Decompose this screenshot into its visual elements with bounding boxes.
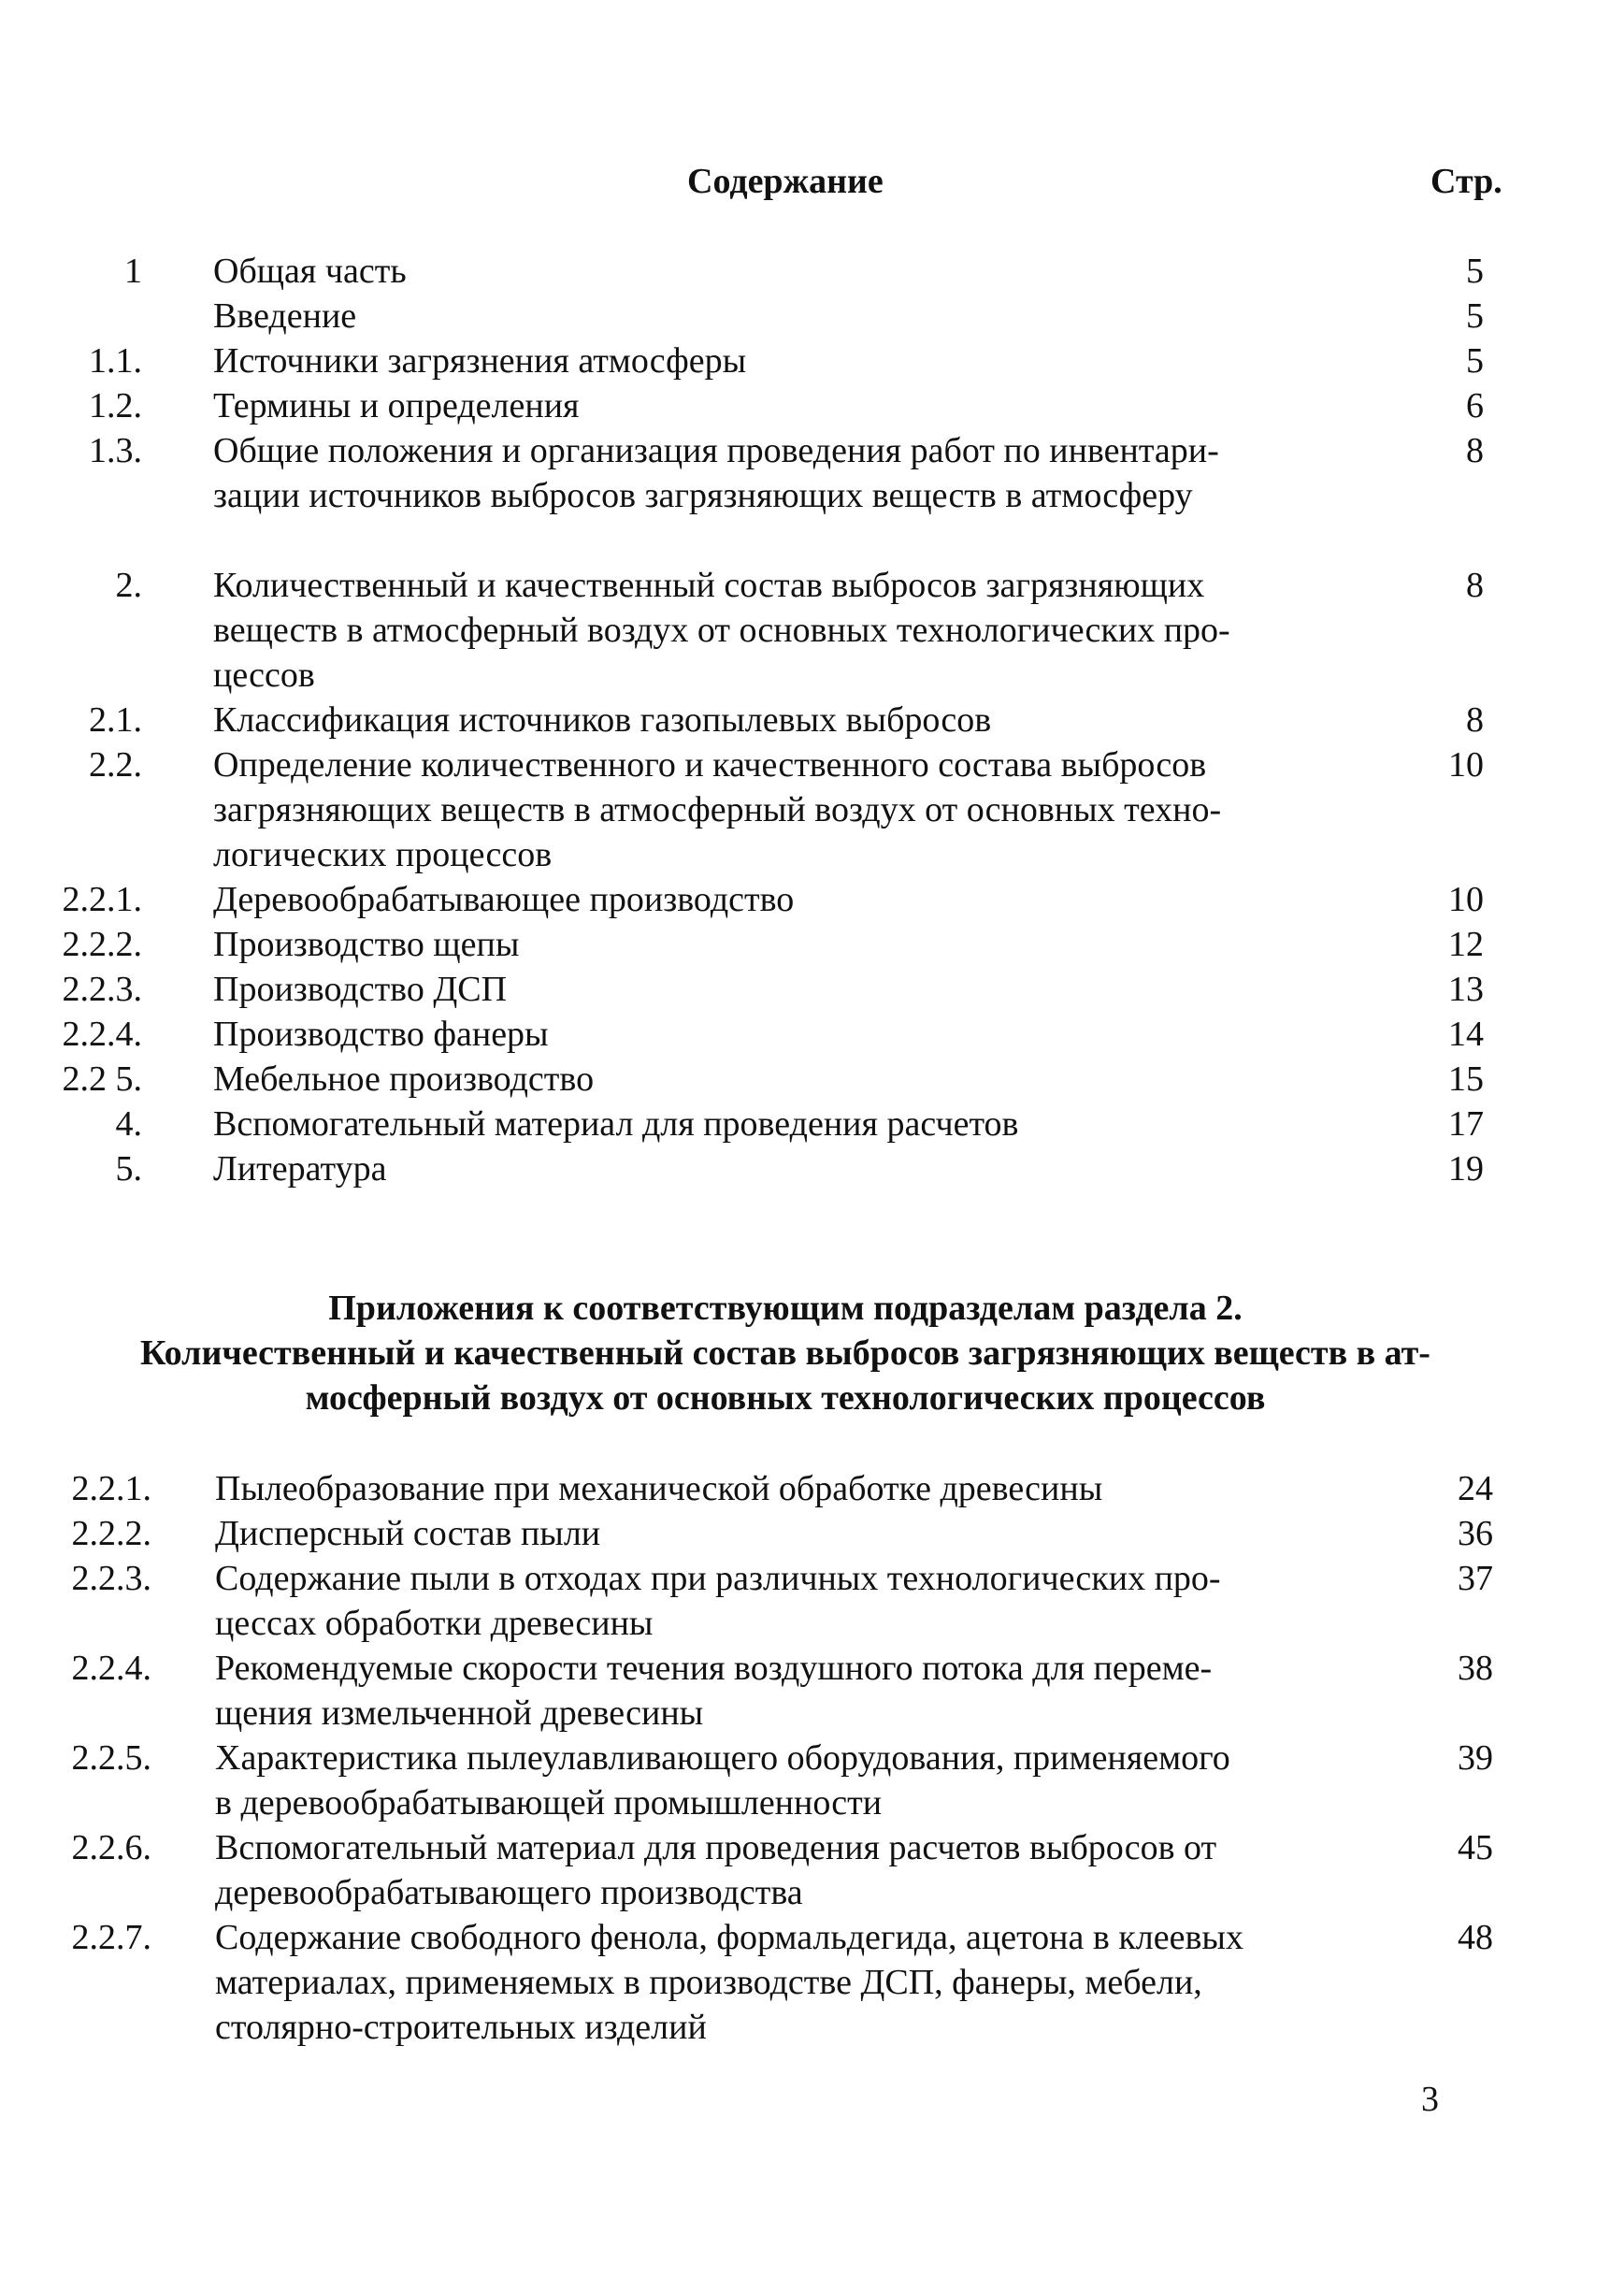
appendix-entry <box>0 1646 1624 1736</box>
toc-entry-page: 17 <box>1448 1104 1484 1144</box>
section-spacer <box>0 518 1624 563</box>
toc-entry <box>0 563 1624 698</box>
toc-entry-title: Мебельное производство <box>213 1059 595 1099</box>
toc-entry-page: 13 <box>1448 970 1484 1009</box>
appendix-entry-title: Характеристика пылеулавливающего оборудования, применяемого в деревообрабатывающей промышленности <box>215 1738 1230 1823</box>
toc-entry <box>0 339 1624 383</box>
toc-entry-page: 10 <box>1448 880 1484 919</box>
appendix-entry <box>0 1466 1624 1511</box>
toc-entry-title: Источники загрязнения атмосферы <box>213 341 747 381</box>
page-number: 3 <box>1421 2080 1439 2119</box>
toc-entry-title: Производство фанеры <box>213 1015 549 1054</box>
appendix-list <box>0 1466 1624 2050</box>
appendix-entry-title: Вспомогательный материал для проведения расчетов выбросов от деревообрабатывающего производства <box>215 1828 1217 1912</box>
toc-entry <box>0 383 1624 428</box>
toc-entry-number: 2.2.2. <box>62 925 142 964</box>
toc-title: Содержание <box>687 162 884 201</box>
toc-entry-page: 5 <box>1466 341 1484 381</box>
toc-entry-page: 8 <box>1466 431 1484 470</box>
appendix-entry-number: 2.2.2. <box>71 1514 151 1553</box>
toc-entry-page: 15 <box>1448 1059 1484 1099</box>
toc-entry-number: 2. <box>115 566 142 605</box>
appendix-entry <box>0 1915 1624 2050</box>
toc-entry-title: Общие положения и организация проведения работ по инвентари- зации источников выбросов загрязняющих веществ в атмосферу <box>213 431 1219 515</box>
toc-entry-number: 1.1. <box>89 341 142 381</box>
toc-entry-title: Термины и определения <box>213 386 580 425</box>
toc-entry <box>0 742 1624 877</box>
appendix-entry-page: 24 <box>1458 1469 1493 1508</box>
appendix-entry <box>0 1556 1624 1646</box>
appendix-entry-number: 2.2.7. <box>71 1918 151 1957</box>
toc-entry <box>0 922 1624 967</box>
appendix-entry-page: 45 <box>1458 1828 1493 1867</box>
toc-entry-title: Определение количественного и качественного состава выбросов загрязняющих веществ в атмосферный воздух от основных техно- логических процессов <box>213 745 1222 874</box>
toc-entry <box>0 1102 1624 1146</box>
appendix-entry-page: 48 <box>1458 1918 1493 1957</box>
toc-entry-page: 5 <box>1466 252 1484 291</box>
toc-entry-number: 2.2.3. <box>62 970 142 1009</box>
toc-entry-title: Литература <box>213 1149 387 1189</box>
appendix-entry-page: 39 <box>1458 1738 1493 1778</box>
appendix-entry-title: Содержание свободного фенола, формальдегида, ацетона в клеевых материалах, применяемых в производстве ДСП, фанеры, мебели, столярно-строительных изделий <box>215 1918 1243 2047</box>
appendix-entry <box>0 1736 1624 1825</box>
toc-entry <box>0 967 1624 1012</box>
appendix-entry-title: Пылеобразование при механической обработке древесины <box>215 1469 1103 1508</box>
appendix-entry-number: 2.2.6. <box>71 1828 151 1867</box>
toc-entry-number: 5. <box>115 1149 142 1189</box>
appendix-entry-page: 38 <box>1458 1649 1493 1688</box>
toc-entry-number: 1.3. <box>89 431 142 470</box>
toc-entry <box>0 294 1624 339</box>
toc-entry-title: Количественный и качественный состав выбросов загрязняющих веществ в атмосферный воздух от основных технологических про- цессов <box>213 566 1230 695</box>
toc-entry-number: 2.1. <box>89 700 142 740</box>
toc-entry-number: 1.2. <box>89 386 142 425</box>
toc-list <box>0 249 1624 1191</box>
toc-entry-number: 2.2 5. <box>62 1059 142 1099</box>
toc-entry-number: 4. <box>115 1104 142 1144</box>
toc-entry <box>0 698 1624 742</box>
appendix-heading-line: Приложения к соответствующим подразделам раздела 2. <box>328 1289 1243 1328</box>
appendix-entry-number: 2.2.3. <box>71 1559 151 1598</box>
toc-entry-number: 2.2. <box>89 745 142 785</box>
appendix-entry-title: Рекомендуемые скорости течения воздушного потока для переме- щения измельченной древесины <box>215 1649 1213 1733</box>
toc-entry <box>0 877 1624 922</box>
toc-entry-number: 2.2.4. <box>62 1015 142 1054</box>
toc-entry-page: 10 <box>1448 745 1484 785</box>
toc-entry-page: 8 <box>1466 700 1484 740</box>
toc-entry <box>0 1057 1624 1102</box>
appendix-heading-line: мосферный воздух от основных технологических процессов <box>305 1378 1266 1418</box>
toc-entry-title: Производство ДСП <box>213 970 508 1009</box>
toc-entry-page: 5 <box>1466 296 1484 336</box>
toc-entry <box>0 428 1624 518</box>
toc-entry-title: Производство щепы <box>213 925 520 964</box>
appendix-entry-number: 2.2.1. <box>71 1469 151 1508</box>
appendix-heading-line: Количественный и качественный состав выбросов загрязняющих веществ в ат- <box>140 1333 1430 1373</box>
toc-entry-title: Введение <box>213 296 357 336</box>
appendix-heading <box>37 1286 1533 1420</box>
appendix-entry-number: 2.2.5. <box>71 1738 151 1778</box>
toc-entry-title: Вспомогательный материал для проведения расчетов <box>213 1104 1019 1144</box>
toc-page-column-label: Стр. <box>1430 162 1502 201</box>
toc-entry-title: Деревообрабатывающее производство <box>213 880 795 919</box>
toc-entry-title: Классификация источников газопылевых выбросов <box>213 700 992 740</box>
toc-entry-page: 8 <box>1466 566 1484 605</box>
appendix-entry-page: 36 <box>1458 1514 1493 1553</box>
toc-entry-page: 14 <box>1448 1015 1484 1054</box>
appendix-entry-title: Дисперсный состав пыли <box>215 1514 601 1553</box>
appendix-entry-page: 37 <box>1458 1559 1493 1598</box>
toc-entry-number: 1 <box>124 252 142 291</box>
toc-entry-page: 6 <box>1466 386 1484 425</box>
toc-entry-title: Общая часть <box>213 252 407 291</box>
toc-entry-page: 12 <box>1448 925 1484 964</box>
toc-entry-number: 2.2.1. <box>62 880 142 919</box>
appendix-entry-title: Содержание пыли в отходах при различных технологических про- цессах обработки древесины <box>215 1559 1221 1643</box>
appendix-entry <box>0 1511 1624 1556</box>
toc-entry <box>0 1012 1624 1057</box>
toc-entry-page: 19 <box>1448 1149 1484 1189</box>
appendix-entry <box>0 1825 1624 1915</box>
appendix-entry-number: 2.2.4. <box>71 1649 151 1688</box>
toc-entry <box>0 249 1624 294</box>
toc-entry <box>0 1146 1624 1191</box>
